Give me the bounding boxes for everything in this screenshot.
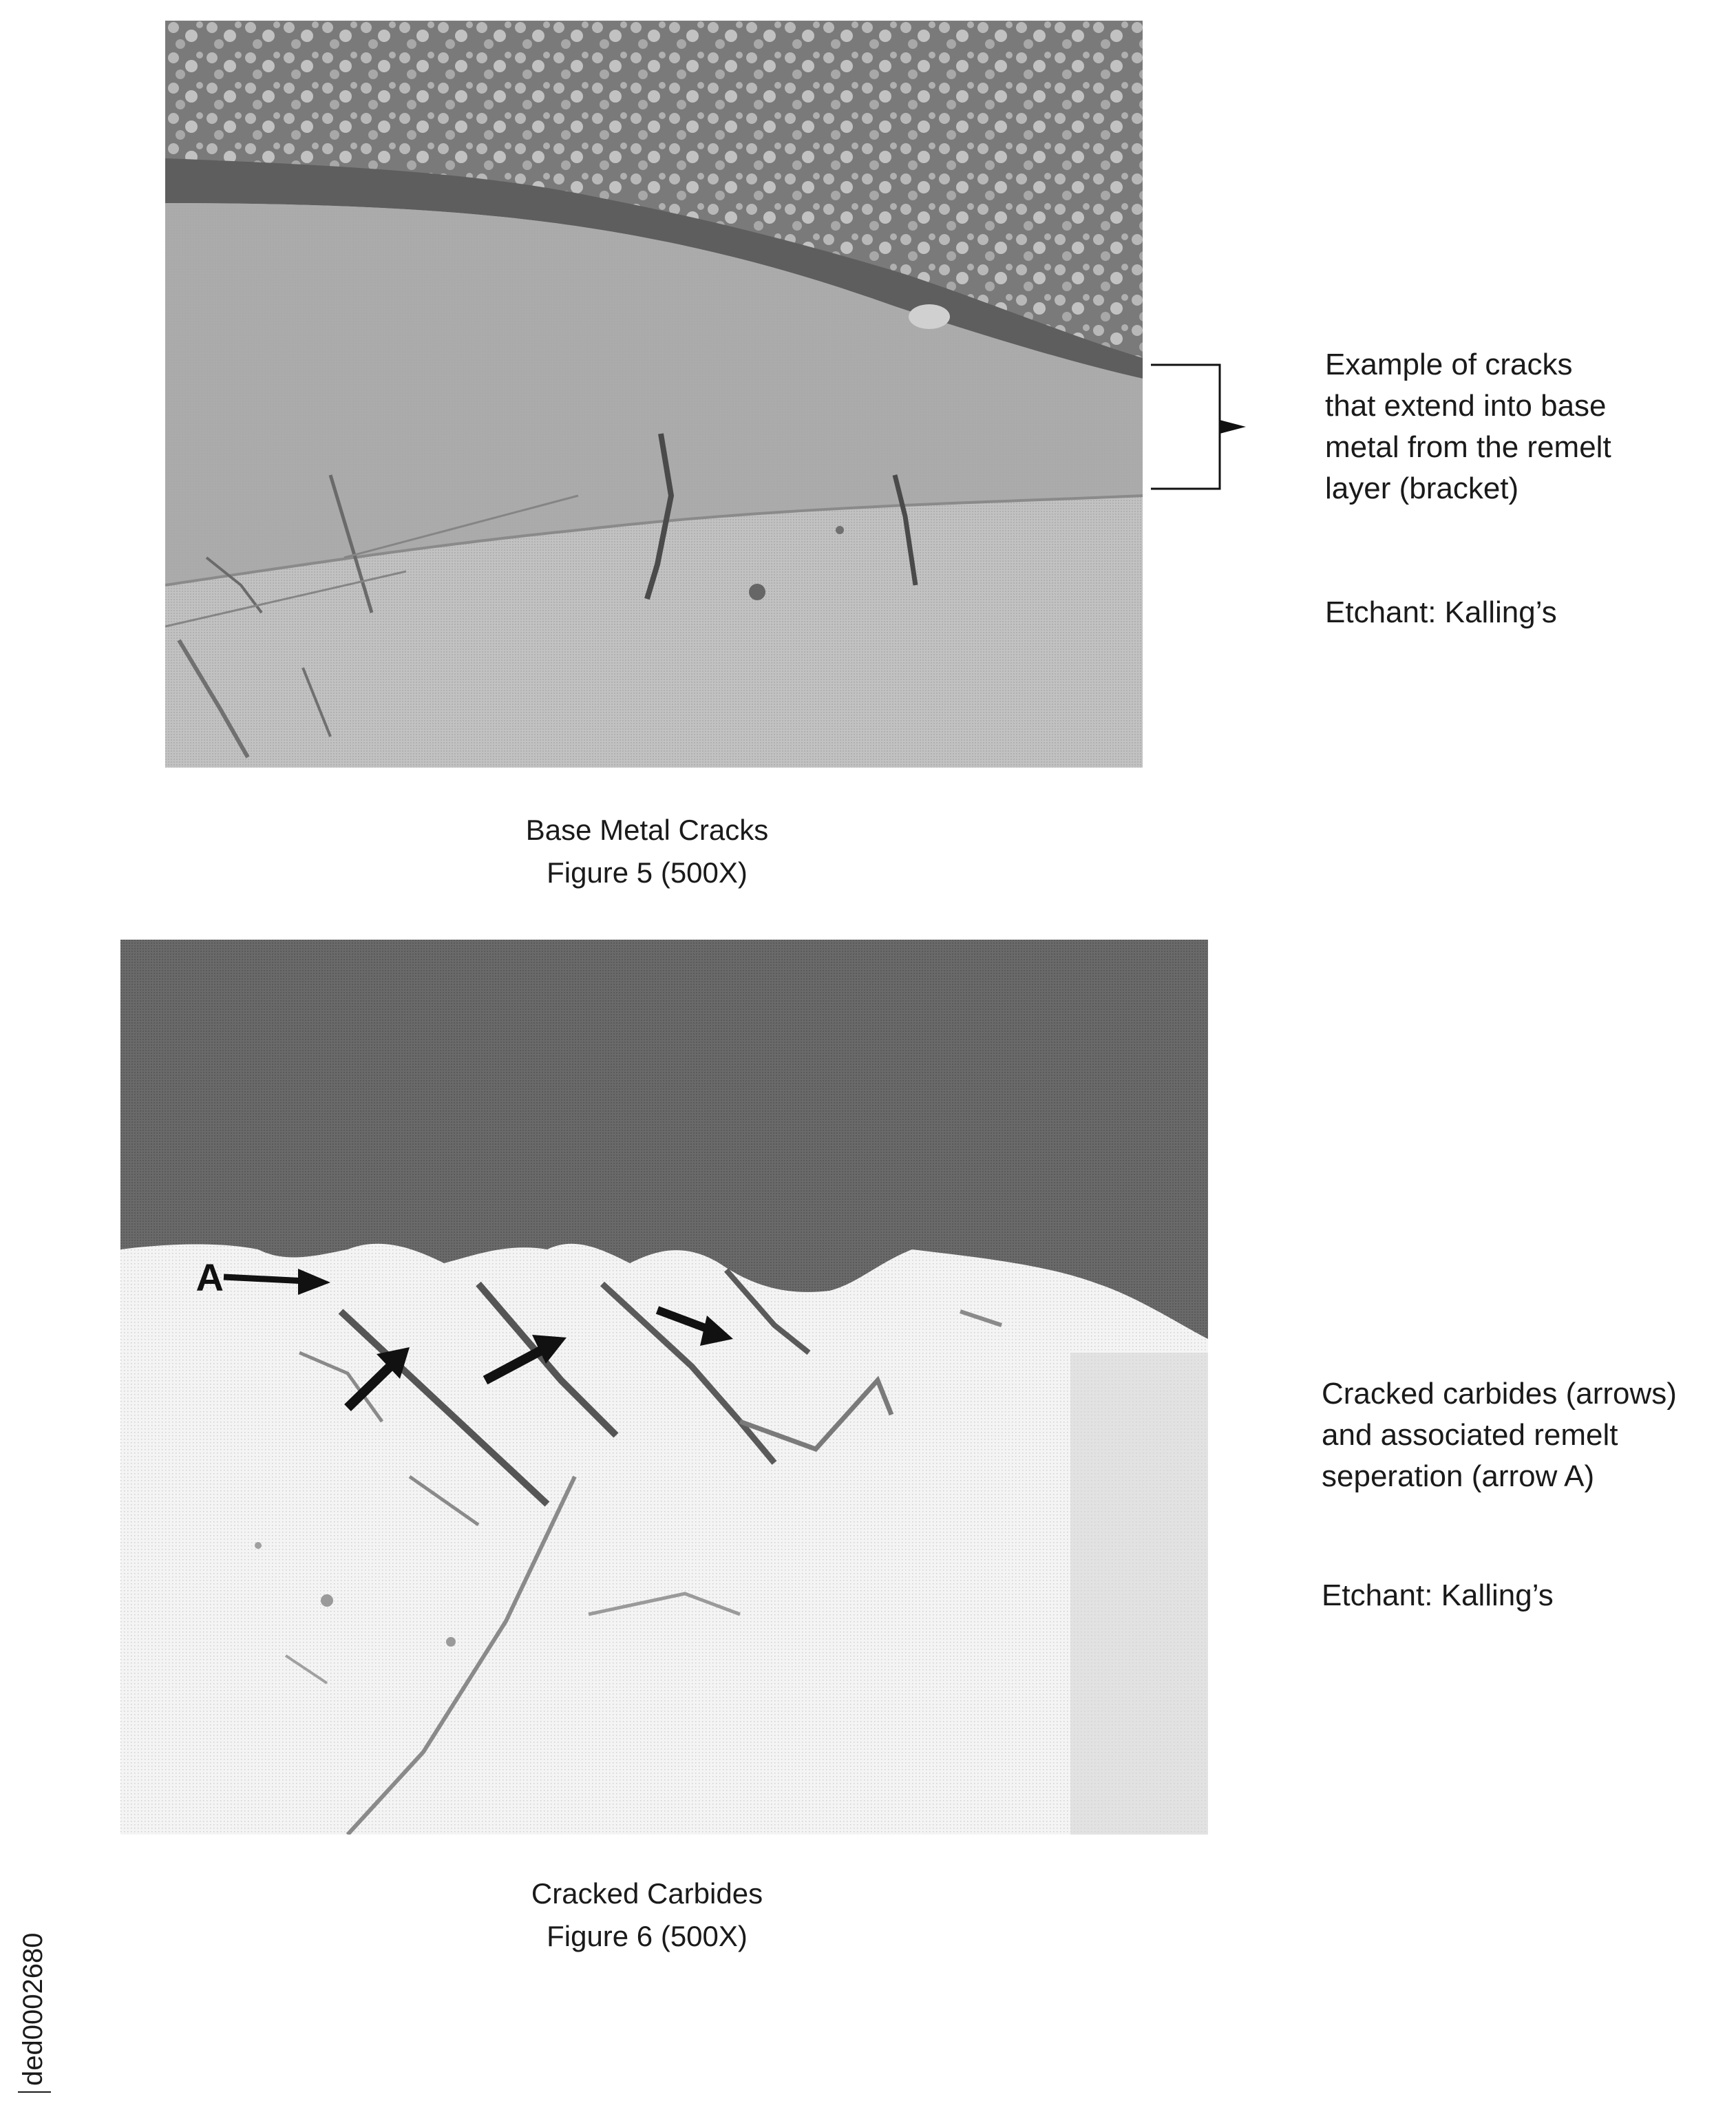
figure-6-micrograph (120, 940, 1208, 1835)
figure-6-number: Figure 6 (500X) (547, 1920, 748, 1952)
figure-5-note-line: that extend into base (1325, 389, 1607, 423)
figure-6-title: Cracked Carbides (531, 1877, 763, 1910)
figure-5-note-line: metal from the remelt (1325, 430, 1611, 464)
arrow-a-label: A (195, 1256, 224, 1299)
figure-6-note (1322, 1373, 1735, 1497)
figure-5-number: Figure 5 (500X) (547, 856, 748, 889)
doc-id-mark-icon (18, 2091, 51, 2093)
figure-6-etchant: Etchant: Kalling’s (1322, 1578, 1554, 1612)
figure-6-note-line: Cracked carbides (arrows) (1322, 1377, 1677, 1411)
document-id-text: ded0002680 (18, 1932, 48, 2086)
document-id (18, 1933, 49, 2086)
bracket-icon (1150, 358, 1260, 496)
figure-5-etchant: Etchant: Kalling’s (1325, 595, 1557, 629)
figure-5-note-line: layer (bracket) (1325, 472, 1519, 505)
figure-6-note-line: and associated remelt (1322, 1418, 1618, 1452)
figure-6-caption (441, 1872, 854, 1958)
figure-5-note (1325, 344, 1711, 509)
figure-6-note-line: seperation (arrow A) (1322, 1459, 1595, 1493)
figure-5-micrograph (165, 21, 1143, 768)
figure-5-caption (441, 809, 854, 894)
figure-5-note-line: Example of cracks (1325, 348, 1573, 381)
figure-5-title: Base Metal Cracks (525, 814, 769, 846)
